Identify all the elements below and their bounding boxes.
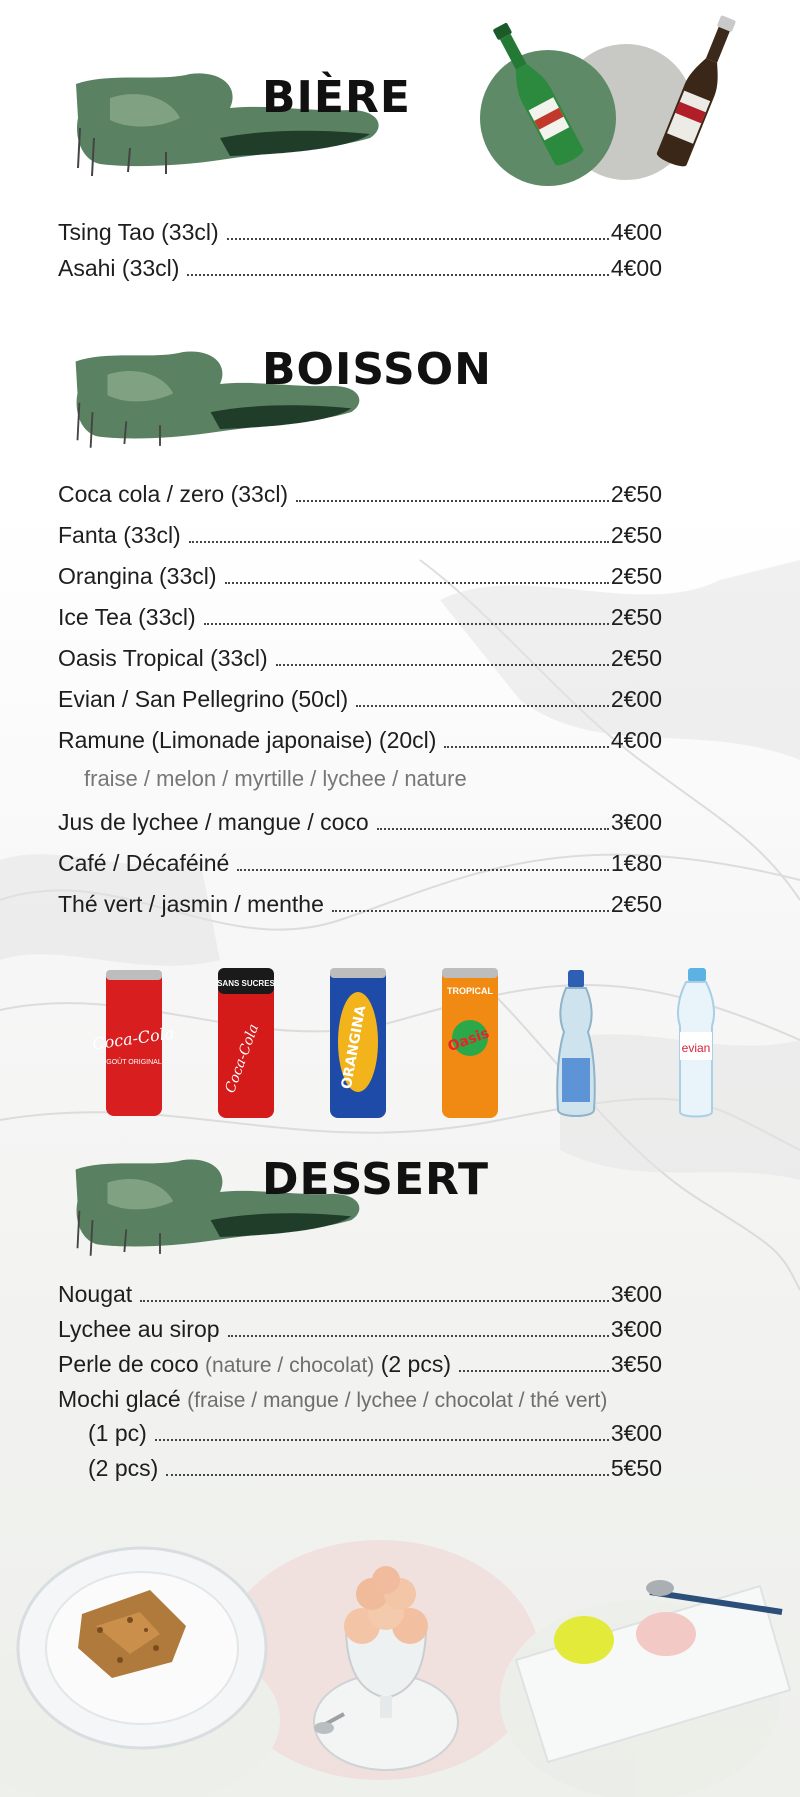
- menu-item-lychee-sirop: [58, 1313, 662, 1343]
- item-name: Evian / San Pellegrino (50cl): [58, 686, 349, 712]
- can-label: Coca-Cola: [91, 1023, 176, 1054]
- menu-item-perle-coco: [58, 1348, 662, 1378]
- item-name: Tsing Tao (33cl): [58, 219, 219, 245]
- item-price: 4€00: [610, 219, 662, 245]
- item-name: Orangina (33cl): [58, 563, 217, 589]
- item-name: Café / Décaféiné: [58, 850, 230, 876]
- menu-item-ice-tea: [58, 601, 662, 631]
- item-name: (2 pcs): [88, 1455, 159, 1481]
- can-label: Coca-Cola: [222, 1022, 263, 1096]
- coca-cola-can-icon: [91, 970, 175, 1116]
- dot-leader: [296, 500, 609, 502]
- water-bottle-icon: [678, 968, 714, 1117]
- ice-cream-cup-icon: [314, 1566, 458, 1770]
- can-label: ORANGINA: [338, 1004, 370, 1091]
- item-price: 2€50: [610, 481, 662, 507]
- dot-leader: [187, 274, 608, 276]
- menu-item-mochi-1pc: [88, 1417, 662, 1447]
- menu-item-ramune: [58, 724, 662, 754]
- item-price: 5€50: [610, 1455, 662, 1481]
- item-name: Oasis Tropical (33cl): [58, 645, 268, 671]
- orangina-can-icon: [330, 968, 386, 1118]
- menu-item-orangina: [58, 560, 662, 590]
- item-note: (nature / chocolat): [205, 1354, 375, 1377]
- section-title-dessert: DESSERT: [262, 1154, 489, 1205]
- beer-bottles-image: [468, 14, 758, 190]
- item-note: (fraise / mangue / lychee / chocolat / thé vert): [187, 1389, 608, 1412]
- item-price: 3€00: [610, 1420, 662, 1446]
- section-title-boisson: BOISSON: [262, 344, 492, 395]
- item-price: 2€50: [610, 604, 662, 630]
- item-price: 3€00: [610, 1316, 662, 1342]
- item-name: Thé vert / jasmin / menthe: [58, 891, 324, 917]
- menu-item-asahi: [58, 252, 662, 282]
- menu-item-oasis: [58, 642, 662, 672]
- dot-leader: [356, 705, 609, 707]
- item-price: 1€80: [610, 850, 662, 876]
- menu-item-mochi: [58, 1386, 607, 1413]
- item-price: 4€00: [610, 727, 662, 753]
- coca-cola-zero-can-icon: [217, 968, 275, 1118]
- menu-item-the: [58, 888, 662, 918]
- item-price: 2€00: [610, 686, 662, 712]
- drinks-products-image: [91, 962, 732, 1122]
- dot-leader: [140, 1300, 609, 1302]
- menu-item-evian: [58, 683, 662, 713]
- item-name: Ramune (Limonade japonaise) (20cl): [58, 727, 437, 753]
- item-price: 3€00: [610, 809, 662, 835]
- can-label: Oasis: [445, 1025, 492, 1056]
- dot-leader: [377, 828, 609, 830]
- item-price: 3€50: [610, 1351, 662, 1377]
- dot-leader: [332, 910, 609, 912]
- dot-leader: [166, 1474, 609, 1476]
- item-suffix: (2 pcs): [380, 1351, 451, 1377]
- item-name: Fanta (33cl): [58, 522, 181, 548]
- item-price: 3€00: [610, 1281, 662, 1307]
- oasis-can-icon: [442, 968, 498, 1118]
- menu-item-cafe: [58, 847, 662, 877]
- item-price: 4€00: [610, 255, 662, 281]
- can-sublabel: GOÛT ORIGINAL: [106, 1059, 162, 1066]
- dot-leader: [204, 623, 609, 625]
- bottle-label: evian: [681, 1041, 711, 1055]
- mochi-plate-icon: [516, 1580, 790, 1762]
- menu-item-fanta: [58, 519, 662, 549]
- dot-leader: [189, 541, 609, 543]
- dessert-photos-image: [0, 1530, 800, 1797]
- ramune-flavors: fraise / melon / myrtille / lychee / nature: [84, 766, 467, 791]
- nougat-plate-icon: [18, 1548, 266, 1748]
- menu-item-jus: [58, 806, 662, 836]
- item-name: Nougat: [58, 1281, 133, 1307]
- item-name: Asahi (33cl): [58, 255, 180, 281]
- item-price: 2€50: [610, 645, 662, 671]
- dot-leader: [155, 1439, 609, 1441]
- item-name: (1 pc): [88, 1420, 147, 1446]
- menu-item-coca-cola: [58, 478, 662, 508]
- item-price: 2€50: [610, 522, 662, 548]
- dot-leader: [444, 746, 608, 748]
- item-price: 2€50: [610, 891, 662, 917]
- can-sublabel: SANS SUCRES: [217, 979, 275, 988]
- menu-item-nougat: [58, 1278, 662, 1308]
- item-name: Jus de lychee / mangue / coco: [58, 809, 369, 835]
- section-title-biere: BIÈRE: [262, 72, 411, 123]
- item-name: Mochi glacé: [58, 1386, 181, 1412]
- dot-leader: [225, 582, 609, 584]
- dot-leader: [459, 1370, 609, 1372]
- menu-item-mochi-2pcs: [88, 1452, 662, 1482]
- item-name: Perle de coco: [58, 1351, 199, 1377]
- dot-leader: [237, 869, 609, 871]
- item-name: Ice Tea (33cl): [58, 604, 196, 630]
- ramune-bottle-icon: [557, 970, 595, 1116]
- dot-leader: [276, 664, 609, 666]
- item-name: Coca cola / zero (33cl): [58, 481, 289, 507]
- item-name: Lychee au sirop: [58, 1316, 220, 1342]
- can-sublabel: TROPICAL: [447, 986, 493, 996]
- item-price: 2€50: [610, 563, 662, 589]
- dot-leader: [228, 1335, 609, 1337]
- dot-leader: [227, 238, 609, 240]
- menu-item-tsing-tao: [58, 216, 662, 246]
